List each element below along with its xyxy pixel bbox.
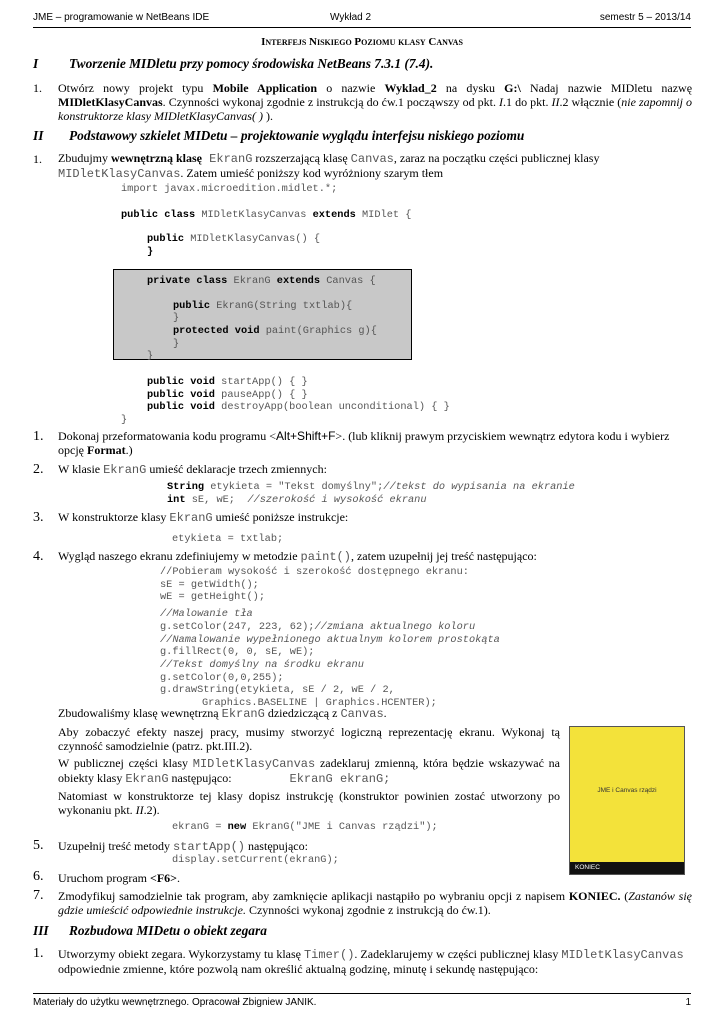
- code-line: wE = getHeight();: [160, 591, 266, 604]
- code-block-startapp: [172, 854, 339, 867]
- section-1-title: Tworzenie MIDletu przy pomocy środowiska NetBeans 7.3.1 (7.4).: [69, 56, 434, 71]
- page-number: 1: [685, 997, 691, 1008]
- item-number: 4.: [33, 549, 44, 564]
- item-number: 3.: [33, 510, 44, 525]
- item-number: 1.: [33, 152, 42, 166]
- paragraph-7: Zbudowaliśmy klasę wewnętrzną EkranG dziedziczącą z Canvas.: [58, 706, 387, 721]
- code-line: }: [121, 414, 128, 427]
- code-block-new-ekran: [172, 821, 438, 834]
- item-number: 1.: [33, 946, 44, 961]
- code-line: public void startApp() { }: [147, 376, 308, 389]
- footer-rule: [33, 993, 691, 994]
- koniec-softkey[interactable]: KONIEC: [575, 864, 600, 871]
- code-line: public EkranG(String txtlab){: [173, 299, 353, 312]
- paragraph-11: Uzupełnij treść metody startApp() następująco:: [58, 839, 308, 854]
- code-line: }: [147, 350, 154, 363]
- paragraph-2: Zbudujmy wewnętrzną klasę EkranG rozszerzającą klasę Canvas, zaraz na początku części publicznej klasy MIDletKlasyCanvas. Zatem umieść poniższy kod wyróżniony szarym tłem: [58, 151, 600, 181]
- code-line: g.setColor(247, 223, 62);//zmiana aktualnego koloru: [160, 620, 476, 633]
- item-number: 1.: [33, 429, 44, 444]
- paragraph-13: Zmodyfikuj samodzielnie tak program, aby zamknięcie aplikacji nastąpiło po wybraniu opcji z napisem KONIEC. (Zastanów się gdzie umieścić odpowiednie instrukcje. Czynności wykonaj zgodnie z instrukcją do ćw.1).: [58, 889, 693, 917]
- code-line: g.fillRect(0, 0, sE, wE);: [160, 646, 315, 659]
- section-3-roman: III: [33, 923, 49, 938]
- code-line: Graphics.BASELINE | Graphics.HCENTER);: [202, 697, 437, 710]
- code-line: protected void paint(Graphics g){: [173, 324, 377, 337]
- section-3-heading: [33, 923, 267, 939]
- item-number: 7.: [33, 888, 44, 903]
- emulator-label: JME i Canvas rządzi: [597, 787, 657, 794]
- section-3-title: Rozbudowa MIDetu o obiekt zegara: [69, 923, 267, 938]
- page-title: Interfejs Niskiego Poziomu klasy Canvas: [261, 36, 463, 48]
- code-line: //Pobieram wysokość i szerokość dostępnego ekranu:: [160, 566, 469, 578]
- code-block-constructor: [172, 533, 283, 546]
- paragraph-4: W klasie EkranG umieść deklaracje trzech zmiennych:: [58, 462, 327, 477]
- paragraph-5: W konstruktorze klasy EkranG umieść poniższe instrukcje:: [58, 510, 349, 525]
- item-number: 5.: [33, 838, 44, 853]
- code-line: etykieta = txtlab;: [172, 533, 284, 545]
- code-line: //Tekst domyślny na środku ekranu: [160, 658, 364, 671]
- code-line: public void destroyApp(boolean unconditional) { }: [147, 401, 450, 414]
- code-line: private class EkranG extends Canvas {: [147, 274, 376, 287]
- code-line: String etykieta = "Tekst domyślny";//tekst do wypisania na ekranie: [167, 481, 575, 493]
- footer-left: Materiały do użytku wewnętrznego. Opracował Zbigniew JANIK.: [33, 997, 317, 1008]
- code-line: public class MIDletKlasyCanvas extends MIDlet {: [121, 208, 412, 221]
- paragraph-10: Natomiast w konstruktorze tej klasy dopisz instrukcję (konstruktor powinien zostać utworzony po wykonaniu pkt. II.2).: [58, 789, 560, 817]
- paragraph-12: Uruchom program <F6>.: [58, 871, 180, 885]
- header-rule: [33, 27, 691, 28]
- code-block-variables: [167, 481, 575, 506]
- code-line: public MIDletKlasyCanvas() {: [147, 233, 321, 246]
- code-line: }: [173, 337, 180, 350]
- code-line: //Malowanie tła: [160, 608, 253, 621]
- emulator-screen-preview: [569, 726, 685, 875]
- code-line: public void pauseApp() { }: [147, 388, 308, 401]
- code-line: import javax.microedition.midlet.*;: [121, 183, 338, 195]
- item-number: 1.: [33, 81, 42, 95]
- section-1-roman: I: [33, 56, 39, 71]
- paragraph-14: Utworzymy obiekt zegara. Wykorzystamy tu klasę Timer(). Zadeklarujemy w części publicznej klasy MIDletKlasyCanvas odpowiednie zmienne, które pozwolą nam określić aktualną godzinę, minutę i sekundę następująco:: [58, 947, 684, 976]
- code-line: ekranG = new EkranG("JME i Canvas rządzi");: [172, 821, 438, 833]
- code-block-skeleton: [121, 183, 450, 427]
- code-line: g.drawString(etykieta, sE / 2, wE / 2,: [160, 684, 395, 697]
- item-number: 6.: [33, 869, 44, 884]
- item-number: 2.: [33, 462, 44, 477]
- section-2-heading: [33, 128, 524, 144]
- paragraph-8: Aby zobaczyć efekty naszej pracy, musimy stworzyć logiczną reprezentację ekranu. Wykonaj tą czynność samodzielnie (patrz. pkt.III.2).: [58, 725, 560, 753]
- paragraph-6: Wygląd naszego ekranu zdefiniujemy w metodzie paint(), zatem uzupełnij jej treść następująco:: [58, 549, 537, 564]
- code-line: int sE, wE; //szerokość i wysokość ekranu: [167, 493, 427, 506]
- paragraph-3: Dokonaj przeformatowania kodu programu <Alt+Shift+F>. (lub kliknij prawym przyciskiem wewnątrz edytora kodu i wybierz opcję Format.): [58, 429, 670, 457]
- section-2-title: Podstawowy szkielet MIDetu – projektowanie wyglądu interfejsu niskiego poziomu: [69, 128, 525, 143]
- code-line: display.setCurrent(ekranG);: [172, 854, 339, 866]
- header-right: semestr 5 – 2013/14: [599, 12, 691, 23]
- paragraph-1: Otwórz nowy projekt typu Mobile Application o nazwie Wyklad_2 na dysku G:\ Nadaj nazwie MIDletu nazwę MIDletKlasyCanvas. Czynności wykonaj zgodnie z instrukcją do ćw.1 począwszy od pkt. I.1 do pkt. II.2 włącznie (nie zapomnij o konstruktorze klasy MIDletKlasyCanvas( ) ).: [58, 81, 693, 123]
- section-1-heading: [33, 56, 433, 72]
- paragraph-9: W publicznej części klasy MIDletKlasyCanvas zadeklaruj zmienną, która będzie wskazywać na obiekty klasy EkranG następująco: EkranG ekranG;: [58, 756, 560, 786]
- code-line: }: [173, 312, 180, 325]
- section-2-roman: II: [33, 128, 44, 143]
- code-line: g.setColor(0,0,255);: [160, 671, 284, 684]
- code-line: sE = getWidth();: [160, 578, 259, 591]
- code-block-paint: [160, 566, 500, 710]
- code-line: }: [147, 246, 154, 259]
- code-line: //Namalowanie wypełnionego aktualnym kolorem prostokąta: [160, 633, 500, 646]
- header-center: Wykład 2: [330, 12, 372, 23]
- header-left: JME – programowanie w NetBeans IDE: [33, 12, 210, 23]
